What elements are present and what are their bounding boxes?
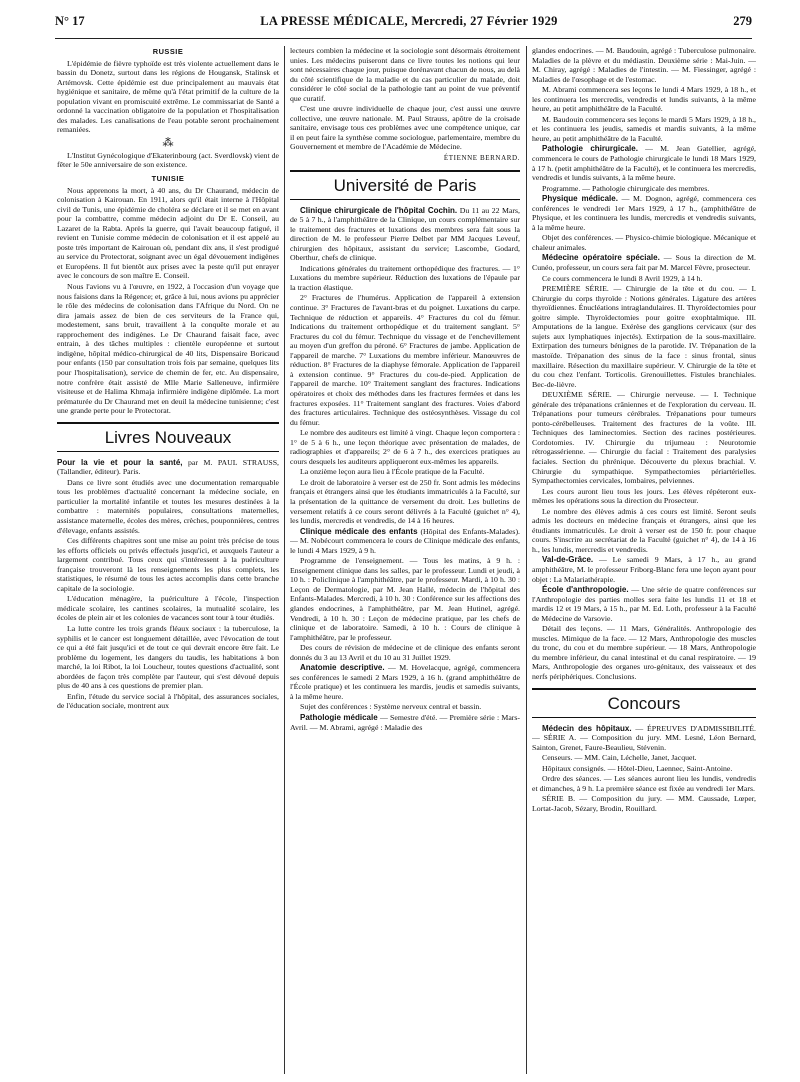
paragraph: Nous l'avions vu à l'œuvre, en 1922, à l'occasion d'un voyage que nous faisions dans la Régence; et, grâce à lui, nous avions pu apprécier le rôle des médecins de colonisation dans l'Afrique du Nord. On ne dira jamais assez de bien de ces serviteurs de la France qui, modestement, sans bruit, travaillent à la conquête morale et au rapprochement des indigènes. Le Dr Chaurand faisait face, avec entrain, à des tâches multiples : clientèle européenne et surtout indigène, hôpital médico-chirurgical de 40 lits, Dispensaire Boricaud pour enfants (150 par consultation trois fois par semaine, quelques lits pour l'hospitalisation), service de chemin de fer, etc. Au dispensaire, notre confrère était assisté de Mlle Marie Salleneuve, infirmière visiteuse et de Halima Khmaja infirmière indigène diplômée. La mort prématurée du Dr Chaurand met en deuil la médecine tunisienne; c'est une grande perte pour le Protectorat. [57,282,279,416]
item-text: — Une série de quatre conférences sur l'Anthropologie des parties molles sera faite les lundis 11 et 18 et mardis 12 et 19 Mars, à 15 h., par M. Ed. Loth, professeur à la Faculté de Médecine de Varsovie. [532,585,756,623]
news-item [532,144,756,182]
section-title-universite: Université de Paris [290,170,520,200]
book-title: Pour la vie et pour la santé, [57,457,183,467]
paragraph: Objet des conférences. — Physico-chimie biologique. Mécanique et chaleur animales. [532,233,756,252]
item-text: — M. Dognon, agrégé, commencera ces conférences le vendredi 1er Mars 1929, à 17 h., (amphithéâtre de Physique, et les continuera les lundis, mercredis et vendredis suivants, à la même heure. [532,194,756,232]
paragraph: Détail des leçons. — 11 Mars, Généralités. Anthropologie des muscles. Mimique de la face. — 12 Mars, Anthropologie des muscles du tronc, du cou et du membre supérieur. — 18 Mars, Anthropologie du membre inférieur, du canal intestinal et du canal respiratoire. — 19 Mars, Anthropologie des organes uro-génitaux, des vaisseaux et des nerfs périphériques. Conclusions. [532,624,756,681]
paragraph: Le droit de laboratoire à verser est de 250 fr. Sont admis les médecins français et étrangers ainsi que les étudiants immatriculés à la Faculté, sur la présentation de la quittance de versement du droit. Les bulletins de versement relatifs à ce cours seront délivrés à la Faculté (guichet n° 4), les lundis, mercredis et vendredis, de 14 à 16 heures. [290,477,520,526]
paragraph: 2° Fractures de l'humérus. Application de l'appareil à extension continue. 3° Fractures de l'avant-bras et du poignet. Luxations du carpe. Technique de réduction et appareils. 4° Fractures du col du fémur. Indications du traitement orthopédique et du traitement sanglant. 5° Fractures du col du fémur. Technique du vissage et de l'enchevillement au moyen d'un greffon du péroné. 6° Fractures de jambe. Application de l'appareil de marche. 7° Luxations du membre inférieur. Manœuvres de réduction. 8° Fractures de la diaphyse fémorale. Application de l'appareil à extension continue. 9° Fractures du cou-de-pied. Application de l'appareil de marche. 10° Traitement sanglant des fractures. Indications opératoires et choix des méthodes dans les fractures fermées et dans les fractures exposées. 11° Traitement sanglant des fractures. Voies d'abord des fractures articulaires. Technique des ostéosynthèses. Vissage du col du fémur. [290,293,520,427]
item-text: (Hôpital des Enfants-Malades). — M. Nobécourt commencera le cours de Clinique médicale des enfants, le lundi 4 Mars 1929, à 9 h. [290,526,520,555]
header-rule [55,38,752,39]
section-heading-tunisie: TUNISIE [151,174,185,184]
paragraph: La lutte contre les trois grands fléaux sociaux : la tuberculose, la syphilis et le cancer est longuement détaillée, avec l'évocation de tout ce qui a été fait jusqu'ici et de tout ce qui devrait encore être fait. Le problème du logement, les dangers du taudis, les habitations à bon marché, la loi Ribot, la loi Loucheur, toutes questions d'actualité, sont abordées de façon très complète par l'auteur, qui s'est dévoué depuis plus de 40 ans à ces questions de premier plan. [57,623,279,691]
item-title: Pathologie médicale [300,713,378,722]
paragraph: lecteurs combien la médecine et la sociologie sont désormais étroitement unies. Les médecins puiseront dans ce livre toutes les notions qui leur sont nécessaires chaque jour, puisque dorénavant chacun de nous, au delà du côté scientifique de la maladie et du cas particulier du malade, doit considérer le côté social de la pathologie tant au point de vue préventif que curatif. [290,46,520,103]
paragraph: L'épidémie de fièvre typhoïde est très violente actuellement dans le bassin du Donetz, surtout dans les régions de Hougansk, Stalinsk et Artémovsk. Cette épidémie est due principalement au mauvais état hygiénique et sanitaire, de même qu'à l'état primitif de la culture de la population vivant en promiscuité extrême. Le commissariat de Santé a ordonné la vaccination obligatoire de la population et l'hospitalisation des malades. Les canalisations de l'eau potable seront prochainement remaniées. [57,58,279,135]
book-entry [57,458,279,477]
paragraph: Nous apprenons la mort, à 40 ans, du Dr Chaurand, médecin de colonisation à Kairouan. En 1911, alors qu'il était interne à l'Hôpital civil de Tunis, une épidémie de choléra se déclare et il se met en avant pour la combattre, comme médecin adjoint du Dr E. Conseil, au Lazaret de la Rabta. Après la guerre, qui l'avait beaucoup fatigué, il revient en Tunisie comme médecin de colonisation et il est appelé au poste très important de Kairouan où, pendant dix ans, il s'est prodigué au service du Protectorat, soignant avec un égal dévouement indigènes et Européens. Il fut bientôt aux prises avec la peste qu'il put enrayer avec le concours de son maître E. Conseil. [57,185,279,281]
book-author: par M. PAUL STRAUSS, (Tallandier, éditeur). Paris. [57,457,279,477]
asterism: ⁂ [162,136,174,149]
paragraph: L'Institut Gynécologique d'Ekaterinbourg (act. Sverdlovsk) vient de fêter le 50e anniversaire de son existence. [57,150,279,170]
section-title-livres: Livres Nouveaux [57,422,279,452]
paragraph: M. Abrami commencera ses leçons le lundi 4 Mars 1929, à 18 h., et les continuera les mercredis, vendredis et lundis suivants, à la même heure, au petit amphithéâtre de la Faculté. [532,85,756,114]
column-2 [290,46,520,1076]
page-number: 279 [733,14,752,28]
column-divider [284,46,285,1074]
news-item [532,585,756,623]
item-text: — Semestre d'été. — Première série : Mars-Avril. — M. Abrami, agrégé : Maladie des [290,713,520,732]
column-3 [532,46,756,1076]
paragraph: Dans ce livre sont étudiés avec une documentation remarquable tous les problèmes d'actualité concernant la médecine sociale, en particulier la mortalité infantile et toutes les mesures destinées à la combattre : maternités populaires, consultations maternelles, assistance maternelle, écoles des mères, crèches, pouponnières, centres d'élevage, enfants assistés. [57,477,279,535]
news-item [532,253,756,272]
paragraph: C'est une œuvre individuelle de chaque jour, c'est aussi une œuvre collective, une œuvre nationale. M. Paul Strauss, apôtre de la croisade sanitaire, envisage tous ces problèmes avec une compétence unique, car il en peut faire la synthèse comme sociologue, parlementaire, membre du Gouvernement et membre de l'Académie de Médecine. [290,104,520,152]
item-text: Du 11 au 22 Mars, de 5 à 7 h., à l'amphithéâtre de la Clinique, un cours complémentaire sur le traitement des fractures et luxations des membres sera fait sous la direction de M. le professeur Pierre Delbet par MM Jacques Leveuf, chirurgien des hôpitaux, assistant du service; Lascombe, Godard, Oberthur, chefs de clinique. [290,205,520,263]
item-title: Val-de-Grâce. [542,555,594,565]
item-text: — ÉPREUVES D'ADMISSIBILITÉ. — SÉRIE A. — Composition du jury. MM. Lesné, Léon Bernard, Sainton, Grenet, Faure-Beaulieu, Stévenin. [532,723,756,752]
paragraph: Le nombre des auditeurs est limité à vingt. Chaque leçon comportera : 1° de 5 à 6 h., une leçon théorique avec présentation de malades, de radiographies et d'appareils; 2° de 6 à 7 h., des exercices pratiques au cours desquels les auditeurs appliqueront eux-mêmes les appareils. [290,428,520,466]
column-divider [526,46,527,1074]
item-text: — M. Jean Gatellier, agrégé, commencera le cours de Pathologie chirurgicale le lundi 18 Mars 1929, à 17 h. (petit amphithéâtre de la Faculté), et le continuera les mercredis, vendredis et lundis suivants, à la même heure. [532,144,756,183]
paragraph: Programme de l'enseignement. — Tous les matins, à 9 h. : Enseignement clinique dans les salles, par le professeur. Lundi et jeudi, à 10 h. : Policlinique à l'amphithéâtre, par le professeur. Mardi, à 10 h. 30 : Leçon de Dermatologie, par M. Jean Hallé, médecin de l'hôpital des Enfants-Malades. Mercredi, à 10 h. 30 : Conférence sur les affections des glandes endocrines, à l'amphithéâtre, par M. Jean Hutinel, agrégé. Vendredi, à 10 h. 30 : Leçon de médecine pratique, par les chefs de clinique et de laboratoire. Samedi, à 10 h. : Cours de clinique à l'amphithéâtre, par le professeur. [290,556,520,642]
journal-title: LA PRESSE MÉDICALE, Mercredi, 27 Février 1929 [260,14,558,28]
paragraph: Ce cours commencera le lundi 8 Avril 1929, à 14 h. [542,273,703,283]
section-heading-russie: RUSSIE [152,47,184,56]
paragraph: DEUXIÈME SÉRIE. — Chirurgie nerveuse. — I. Technique générale des trépanations crâniennes et de l'exploration du cerveau. II. Trépanations pour tumeurs cérébrales. Trépanations pour tumeurs ponto-cérébelleuses. Traitement des fractures de la voûte. III. Techniques des laminectomies. Section des racines postérieures. Cordotomies. IV. Chirurgie du trijumeau : Neurotomie rétrogassérienne. — Chirurgie du facial : Traitement des paralysies faciales. Section du phrénique. Découverte du plexus brachial. V. Chirurgie du sympathique. Sympathectomies périartérielles. Sympathectomies cervicales, lombaires, pelviennes. [532,390,756,486]
paragraph: Programme. — Pathologie chirurgicale des membres. [542,183,710,193]
paragraph: Hôpitaux consignés. — Hôtel-Dieu, Laennec, Saint-Antoine. [542,763,733,773]
news-item [532,555,756,584]
news-item [290,713,520,732]
item-text: — M. Hovelacque, agrégé, commencera ses conférences le samedi 2 Mars 1929, à 16 h. (grand amphithéâtre de l'École pratique) et les continuera les mardis, jeudis et samedis suivants, à la même heure. [290,663,520,701]
item-title: Physique médicale. [542,194,618,204]
item-text: — Sous la direction de M. Cunéo, professeur, un cours sera fait par M. Marcel Fèvre, prosecteur. [532,253,756,273]
paragraph: Ordre des séances. — Les séances auront lieu les lundis, vendredis et dimanches, à 9 h. La première séance est fixée au vendredi 1er Mars. [532,774,756,793]
paragraph: Enfin, l'étude du service social à l'hôpital, des assurances sociales, de l'éducation sociale, montrent aux [57,691,279,711]
column-1 [57,46,279,1076]
item-text: — Le samedi 9 Mars, à 17 h., au grand amphithéâtre, M. le professeur Friborg-Blanc fera une leçon ayant pour objet : La Malariathérapie. [532,555,756,584]
news-item [290,527,520,556]
paragraph: Les cours auront lieu tous les jours. Les élèves répéteront eux-mêmes les opérations sous la direction du Prosecteur. [532,486,756,506]
item-title: Clinique chirurgicale de l'hôpital Cochin. [300,205,458,215]
page-header [55,14,752,36]
paragraph: glandes endocrines. — M. Baudouin, agrégé : Tuberculose pulmonaire. Maladies de la plèvre et du médiastin. Deuxième série : Mai-Juin. — M. Chiray, agrégé : Maladies de l'intestin. — M. Fiessinger, agrégé : Maladies de l'œsophage et de l'estomac. [532,46,756,84]
item-title: Pathologie chirurgicale. [542,144,638,154]
issue-number: N° 17 [55,14,85,28]
signature: ÉTIENNE BERNARD. [443,154,520,163]
item-title: Clinique médicale des enfants [300,526,418,536]
news-item [290,663,520,701]
item-title: École d'anthropologie. [542,585,629,595]
paragraph: M. Baudouin commencera ses leçons le mardi 5 Mars 1929, à 18 h., et les continuera les jeudis, samedis et mardis suivants, à la même heure, au petit amphithéâtre de la Faculté. [532,114,756,143]
news-item [290,206,520,263]
section-title-concours: Concours [532,688,756,718]
paragraph: SÉRIE B. — Composition du jury. — MM. Caussade, Lœper, Lortat-Jacob, Sézary, Brodin, Rouillard. [532,794,756,813]
paragraph: Censeurs. — MM. Cain, Léchelle, Janet, Jacquet. [542,753,697,763]
paragraph: PREMIÈRE SÉRIE. — Chirurgie de la tête et du cou. — I. Chirurgie du corps thyroïde : Notions générales. Ligature des artères thyroïdiennes. Énucléations intraglandulaires. II. Thyroïdectomies pour goitre simple. Thyroïdectomies pour goitre exophtalmique. III. Amputations de la langue. Exérèse des ganglions cervicaux (sur des sujets aux lymphatiques injectés). Extirpation de la sous-maxillaire. Extirpation des tumeurs bénignes de la parotide. IV. Trépanation de la mastoïde. Trépanation des sinus de la face : sinus frontal, sinus maxillaire. Résection du maxillaire supérieur. V. Chirurgie de la tête et du cou chez l'enfant. Torticolis. Grenouillettes. Fistules branchiales. Bec-de-lièvre. [532,284,756,389]
paragraph: Le nombre des élèves admis à ces cours est limité. Seront seuls admis les docteurs en médecine français et étrangers, ainsi que les étudiants immatriculés. Le droit à verser est de 150 fr. pour chaque cours. S'inscrire au secrétariat de la Faculté (guichet n° 4), de 14 à 16 h., les lundis, mercredis et vendredis. [532,506,756,554]
paragraph: L'éducation ménagère, la puériculture à l'école, l'inspection médicale scolaire, les cantines scolaires, la mutualité scolaire, les écoles de plein air et les colonies de vacances sont tour à tour étudiés. [57,594,279,623]
paragraph: Ces différents chapitres sont une mise au point très précise de tous les efforts officiels ou privés effectués jusqu'ici, et auxquels l'auteur a largement contribué. Tous ceux qui s'intéressent à la puériculture française trouveront là les renseignements les plus complets, les statistiques, le résumé de tous les actes accomplis dans cette branche capitale de la sociologie. [57,536,279,593]
item-title: Médecine opératoire spéciale. [542,253,660,263]
paragraph: Sujet des conférences : Système nerveux central et bassin. [300,702,482,712]
item-title: Médecin des hôpitaux. [542,723,632,733]
paragraph: Des cours de révision de médecine et de clinique des enfants seront donnés du 3 au 13 Avril et du 10 au 31 Juillet 1929. [290,643,520,662]
news-item [532,724,756,753]
paragraph: Indications générales du traitement orthopédique des fractures. — 1° Luxations du membre supérieur. Réduction des luxations de l'épaule par la traction élastique. [290,263,520,292]
paragraph: La onzième leçon aura lieu à l'École pratique de la Faculté. [300,467,485,477]
item-title: Anatomie descriptive. [300,663,385,673]
news-item [532,194,756,232]
